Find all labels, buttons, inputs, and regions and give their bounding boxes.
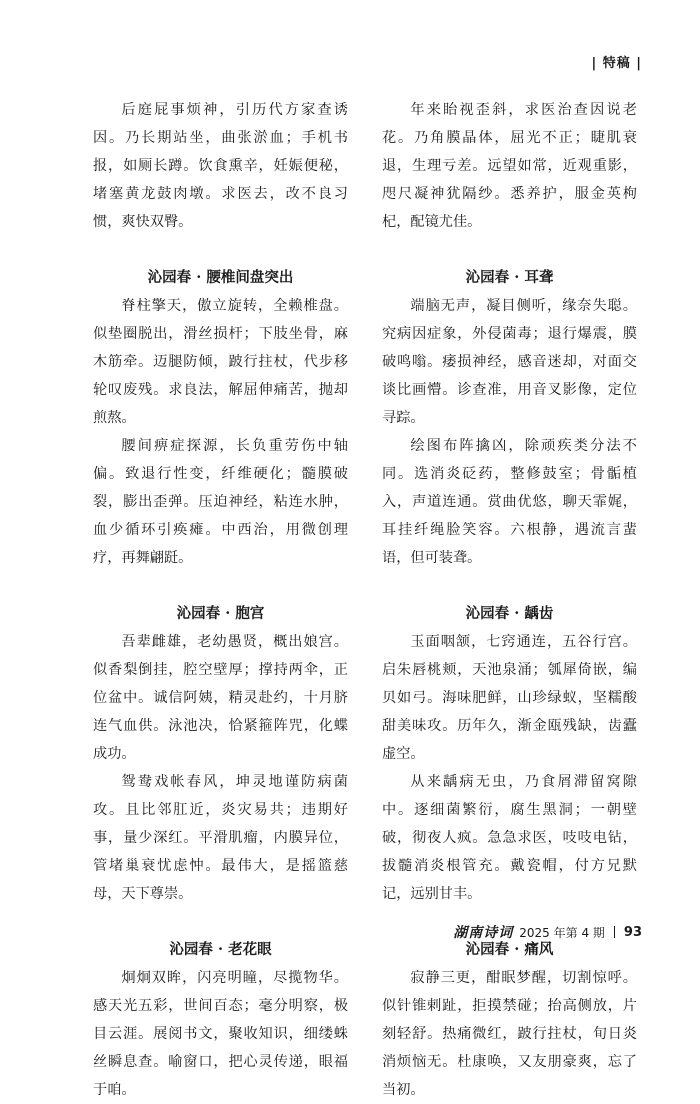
poem-paragraph: 炯炯双眸，闪亮明瞳，尽揽物华。感天光五彩，世间百态；毫分明察，极目云涯。展阅书文，聚收知识，细缕蛛丝瞬息查。喻窗口，把心灵传递，眼福于咱。: [93, 970, 348, 1098]
poem-paragraph: 从来龋病无虫，乃食屑滞留窝隙中。逐细菌繁衍，腐生黑洞；一朝壁破，彻夜人疯。急急求医，吱吱电钻，拔髓消炎根管充。戴瓷帽，付方兄默记，远别甘丰。: [382, 774, 637, 902]
poem-paragraph: 腰间痹症探源，长负重劳伤中轴偏。致退行性变，纤维硬化；髓膜破裂，膨出歪弹。压迫神经，粘连水肿，血少循环引痪瘫。中西治，用微创理疗，再舞翩跹。: [93, 438, 348, 566]
poem-presbyopia: [93, 936, 348, 1104]
footer-divider: [614, 926, 615, 938]
poem-paragraph: 年来眙视歪斜，求医治查因说老花。乃角膜晶体，屈光不正；睫肌衰退，生理亏差。远望如常，近观重影，咫尺凝神犹隔纱。悉养护，服金英枸杞，配镜尤佳。: [382, 102, 637, 230]
poem-paragraph: 玉面咽颔，七窍通连，五谷行宫。启朱唇桃颊，天池泉涌；瓠犀倚嵌，编贝如弓。海味肥鲜，山珍绿蚁，坚糯酸甜美味攻。历年久，渐金瓯残缺，齿蠹虚空。: [382, 634, 637, 762]
poem-title: 沁园春 · 胞宫: [176, 605, 265, 622]
poem-title: 沁园春 · 老花眼: [169, 941, 272, 958]
poem-title: 沁园春 · 痛风: [465, 941, 554, 958]
poem-paragraph: 后庭屁事烦神，引历代方家查诱因。乃长期站坐，曲张淤血；手机书报，如厕长蹲。饮食熏辛，妊娠便秘，堵塞黄龙鼓肉墩。求医去，改不良习惯，爽快双臀。: [93, 102, 348, 230]
poem-paragraph: 绘图布阵擒凶，除顽疾类分法不同。选消炎砭药，整修鼓室；骨骺植入，声道连通。赏曲优悠，聊天霏娓，耳挂纤绳脸笑容。六根静，遇流言蜚语，但可装聋。: [382, 438, 637, 566]
right-column: [382, 96, 637, 1104]
poem-title: 沁园春 · 腰椎间盘突出: [147, 269, 294, 286]
section-tag: | 特稿 |: [591, 56, 642, 71]
poem-uterus: [93, 600, 348, 908]
page-footer: [453, 922, 642, 942]
journal-logo: 湖南诗词: [453, 925, 514, 941]
poem-paragraph: 脊柱擎天，傲立旋转，全赖椎盘。似垫圈脱出，滑丝损杆；下肢坐骨，麻木筋牵。迈腿防倾，跛行拄杖，代步移轮叹废残。求良法，解屈伸痛苦，抛却煎熬。: [93, 298, 348, 426]
poem-continuation: [93, 96, 348, 236]
poem-continuation: [382, 96, 637, 236]
issue-label: 2025 年第 4 期: [519, 925, 605, 940]
poem-paragraph: 吾辈雌雄，老幼愚贤，概出娘宫。似香梨倒挂，腔空壁厚；撑持两伞，正位盆中。诚信阿姨，精灵赴约，十月脐连气血供。泳池决，恰紧箍阵咒，化蝶成功。: [93, 634, 348, 762]
poem-lumbar: [93, 264, 348, 572]
poem-title: 沁园春 · 龋齿: [465, 605, 554, 622]
left-column: [93, 96, 348, 1104]
poem-deafness: [382, 264, 637, 572]
poem-paragraph: 鸳鸯戏帐春风，坤灵地谨防病菌攻。且比邻肛近，炎灾易共；违期好事，量少深红。平滑肌瘤，内膜异位，管堵巢衰忧虑忡。最伟大，是摇篮慈母，天下尊崇。: [93, 774, 348, 902]
poem-paragraph: 端脑无声，凝目侧听，缘奈失聪。究病因症象，外侵菌毒；退行爆震，膜破鸣嗡。痿损神经，感音迷却，对面交谈比画懵。诊查准，用音叉影像，定位寻踪。: [382, 298, 637, 426]
poem-title: 沁园春 · 耳聋: [465, 269, 554, 286]
poem-paragraph: 寂静三更，酣眠梦醒，切割惊呼。似针锥剌趾，拒摸禁碰；抬高侧放，片刻轻舒。热痛微红，跛行拄杖，旬日炎消烦恼无。杜康唤，又友朋豪爽，忘了当初。: [382, 970, 637, 1098]
page-number: 93: [623, 924, 642, 940]
poem-gout: [382, 936, 637, 1104]
poem-caries: [382, 600, 637, 908]
